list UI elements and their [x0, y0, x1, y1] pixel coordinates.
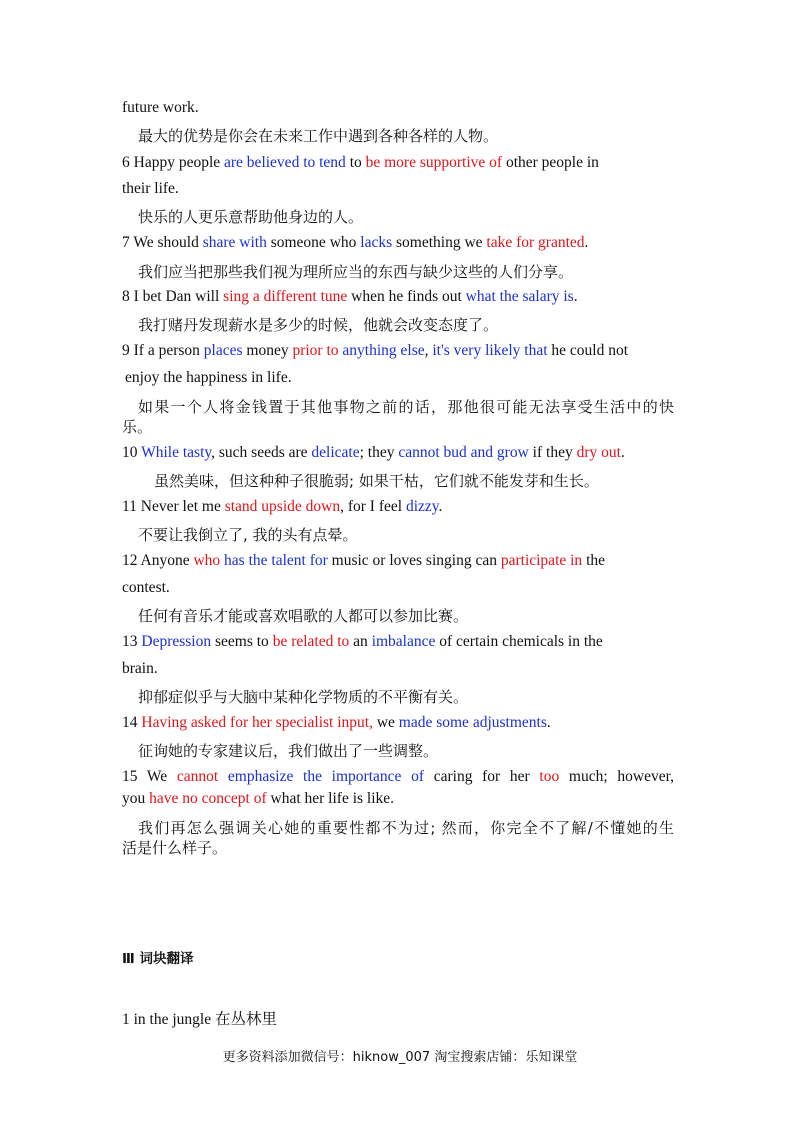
highlight-blue-phrase: places [203, 342, 243, 359]
text-segment: brain. [122, 660, 158, 677]
text-segment: . [573, 288, 578, 305]
text-segment: you [122, 790, 150, 807]
text-line [122, 659, 158, 679]
highlight-red-phrase: too [539, 768, 560, 785]
text-segment: 我打赌丹发现薪水是多少的时候，他就会改变态度了。 [138, 316, 499, 334]
highlight-red-phrase: prior to [292, 342, 339, 359]
text-segment: 乐。 [122, 418, 153, 436]
highlight-blue-phrase: lacks [360, 234, 393, 251]
text-segment: we [372, 714, 399, 731]
text-segment: when he finds out [347, 288, 466, 305]
text-segment: 快乐的人更乐意帮助他身边的人。 [138, 208, 364, 226]
text-segment: if they [528, 444, 577, 461]
text-line [138, 126, 498, 146]
text-segment: 抑郁症似乎与大脑中某种化学物质的不平衡有关。 [138, 688, 469, 706]
text-segment: of certain chemicals in the [435, 633, 603, 650]
text-segment: 11 Never let me [122, 498, 225, 515]
text-segment: enjoy the happiness in life. [125, 369, 292, 386]
text-line [122, 98, 199, 118]
highlight-blue-phrase: cannot bud and grow [398, 444, 529, 461]
text-line [122, 233, 588, 253]
text-line [122, 341, 628, 361]
text-segment: 我们应当把那些我们视为理所应当的东西与缺少这些的人们分享。 [138, 263, 574, 281]
text-segment: the [582, 552, 605, 569]
text-segment: what her life is like. [266, 790, 395, 807]
text-segment: . [438, 498, 443, 515]
text-line [122, 838, 227, 858]
highlight-blue-phrase: imbalance [371, 633, 436, 650]
text-segment [218, 768, 228, 785]
highlight-blue-phrase: are believed to tend [224, 154, 346, 171]
highlight-red-phrase: sing a different tune [223, 288, 348, 305]
text-segment: much; however, [559, 768, 674, 785]
text-segment: something we [392, 234, 487, 251]
text-line [122, 153, 599, 173]
text-segment: 14 [122, 714, 142, 731]
highlight-blue-phrase: emphasize the importance of [227, 768, 425, 785]
highlight-red-phrase: Having asked for her specialist input, [141, 714, 373, 731]
highlight-blue-phrase: Depression [141, 633, 212, 650]
text-segment: other people in [502, 154, 599, 171]
text-segment: seems to [211, 633, 273, 650]
text-segment: ; they [359, 444, 399, 461]
text-segment: 9 If a person [122, 342, 204, 359]
text-segment: he could not [547, 342, 629, 359]
text-segment: 任何有音乐才能或喜欢唱歌的人都可以参加比赛。 [138, 607, 469, 625]
text-line [122, 287, 578, 307]
text-segment: to [345, 154, 366, 171]
text-line [122, 767, 674, 787]
highlight-blue-phrase: dizzy [405, 498, 439, 515]
text-segment: contest. [122, 579, 170, 596]
text-segment: their life. [122, 180, 179, 197]
text-segment: 7 We should [122, 234, 203, 251]
text-segment: caring for her [424, 768, 540, 785]
text-line [122, 551, 605, 571]
highlight-red-phrase: dry out [576, 444, 621, 461]
text-segment: someone who [266, 234, 361, 251]
text-line [138, 741, 438, 761]
text-segment: 虽然美味，但这种种子很脆弱; 如果干枯，它们就不能发芽和生长。 [154, 472, 599, 490]
text-segment: 10 [122, 444, 142, 461]
text-segment: 活是什么样子。 [122, 839, 228, 857]
text-segment: , [424, 342, 433, 359]
text-segment: future work. [122, 99, 199, 116]
text-line [138, 687, 468, 707]
highlight-red-phrase: be related to [272, 633, 350, 650]
text-segment: 6 Happy people [122, 154, 225, 171]
highlight-blue-phrase: has the talent for [224, 552, 328, 569]
highlight-red-phrase: participate in [500, 552, 583, 569]
text-segment: 如果一个人将金钱置于其他事物之前的话，那他很可能无法享受生活中的快 [138, 398, 674, 416]
highlight-blue-phrase: what the salary is [465, 288, 574, 305]
phrase-item-1: 1 in the jungle 在丛林里 [122, 1011, 277, 1028]
text-segment: money [242, 342, 293, 359]
text-segment: 12 Anyone [122, 552, 194, 569]
highlight-red-phrase: cannot [176, 768, 219, 785]
text-segment: 15 We [122, 768, 177, 785]
highlight-blue-phrase: share with [202, 234, 267, 251]
highlight-red-phrase: have no concept of [149, 790, 267, 807]
text-line [122, 578, 170, 598]
text-segment: 8 I bet Dan will [122, 288, 224, 305]
text-segment: 最大的优势是你会在未来工作中遇到各种各样的人物。 [138, 127, 499, 145]
text-segment: 征询她的专家建议后，我们做出了一些调整。 [138, 742, 439, 760]
text-line [138, 262, 573, 282]
section-heading: Ⅲ 词块翻译 [122, 951, 194, 967]
highlight-blue-phrase: made some adjustments [398, 714, 547, 731]
text-line [154, 471, 599, 491]
text-segment: , such seeds are [211, 444, 312, 461]
text-segment: 不要让我倒立了, 我的头有点晕。 [138, 526, 358, 544]
text-segment: . [584, 234, 589, 251]
highlight-blue-phrase: it's very likely that [432, 342, 548, 359]
page-footer: 更多资料添加微信号：hiknow_007 淘宝搜索店铺：乐知课堂 [222, 1050, 578, 1065]
text-line [122, 632, 603, 652]
text-segment: music or loves singing can [327, 552, 501, 569]
highlight-blue-phrase: While tasty [141, 444, 212, 461]
text-line [122, 417, 152, 437]
text-line [138, 606, 468, 626]
text-line [122, 789, 394, 809]
text-segment: . [546, 714, 551, 731]
text-line [125, 368, 292, 388]
highlight-blue-phrase: delicate [311, 444, 360, 461]
text-segment: 我们再怎么强调关心她的重要性都不为过; 然而，你完全不了解/不懂她的生 [138, 819, 674, 837]
highlight-red-phrase: who [193, 552, 221, 569]
highlight-blue-phrase: anything else [342, 342, 425, 359]
text-segment: 13 [122, 633, 142, 650]
text-line [122, 443, 625, 463]
text-line [122, 497, 442, 517]
text-line [122, 713, 551, 733]
text-line [138, 207, 363, 227]
text-line [122, 179, 179, 199]
highlight-red-phrase: stand upside down [224, 498, 341, 515]
text-line [138, 397, 674, 417]
text-segment: an [349, 633, 372, 650]
text-segment: . [620, 444, 625, 461]
highlight-red-phrase: be more supportive of [365, 154, 503, 171]
text-line [138, 525, 358, 545]
highlight-red-phrase: take for granted [486, 234, 585, 251]
text-line [138, 818, 674, 838]
text-line [138, 315, 498, 335]
text-segment: , for I feel [340, 498, 406, 515]
